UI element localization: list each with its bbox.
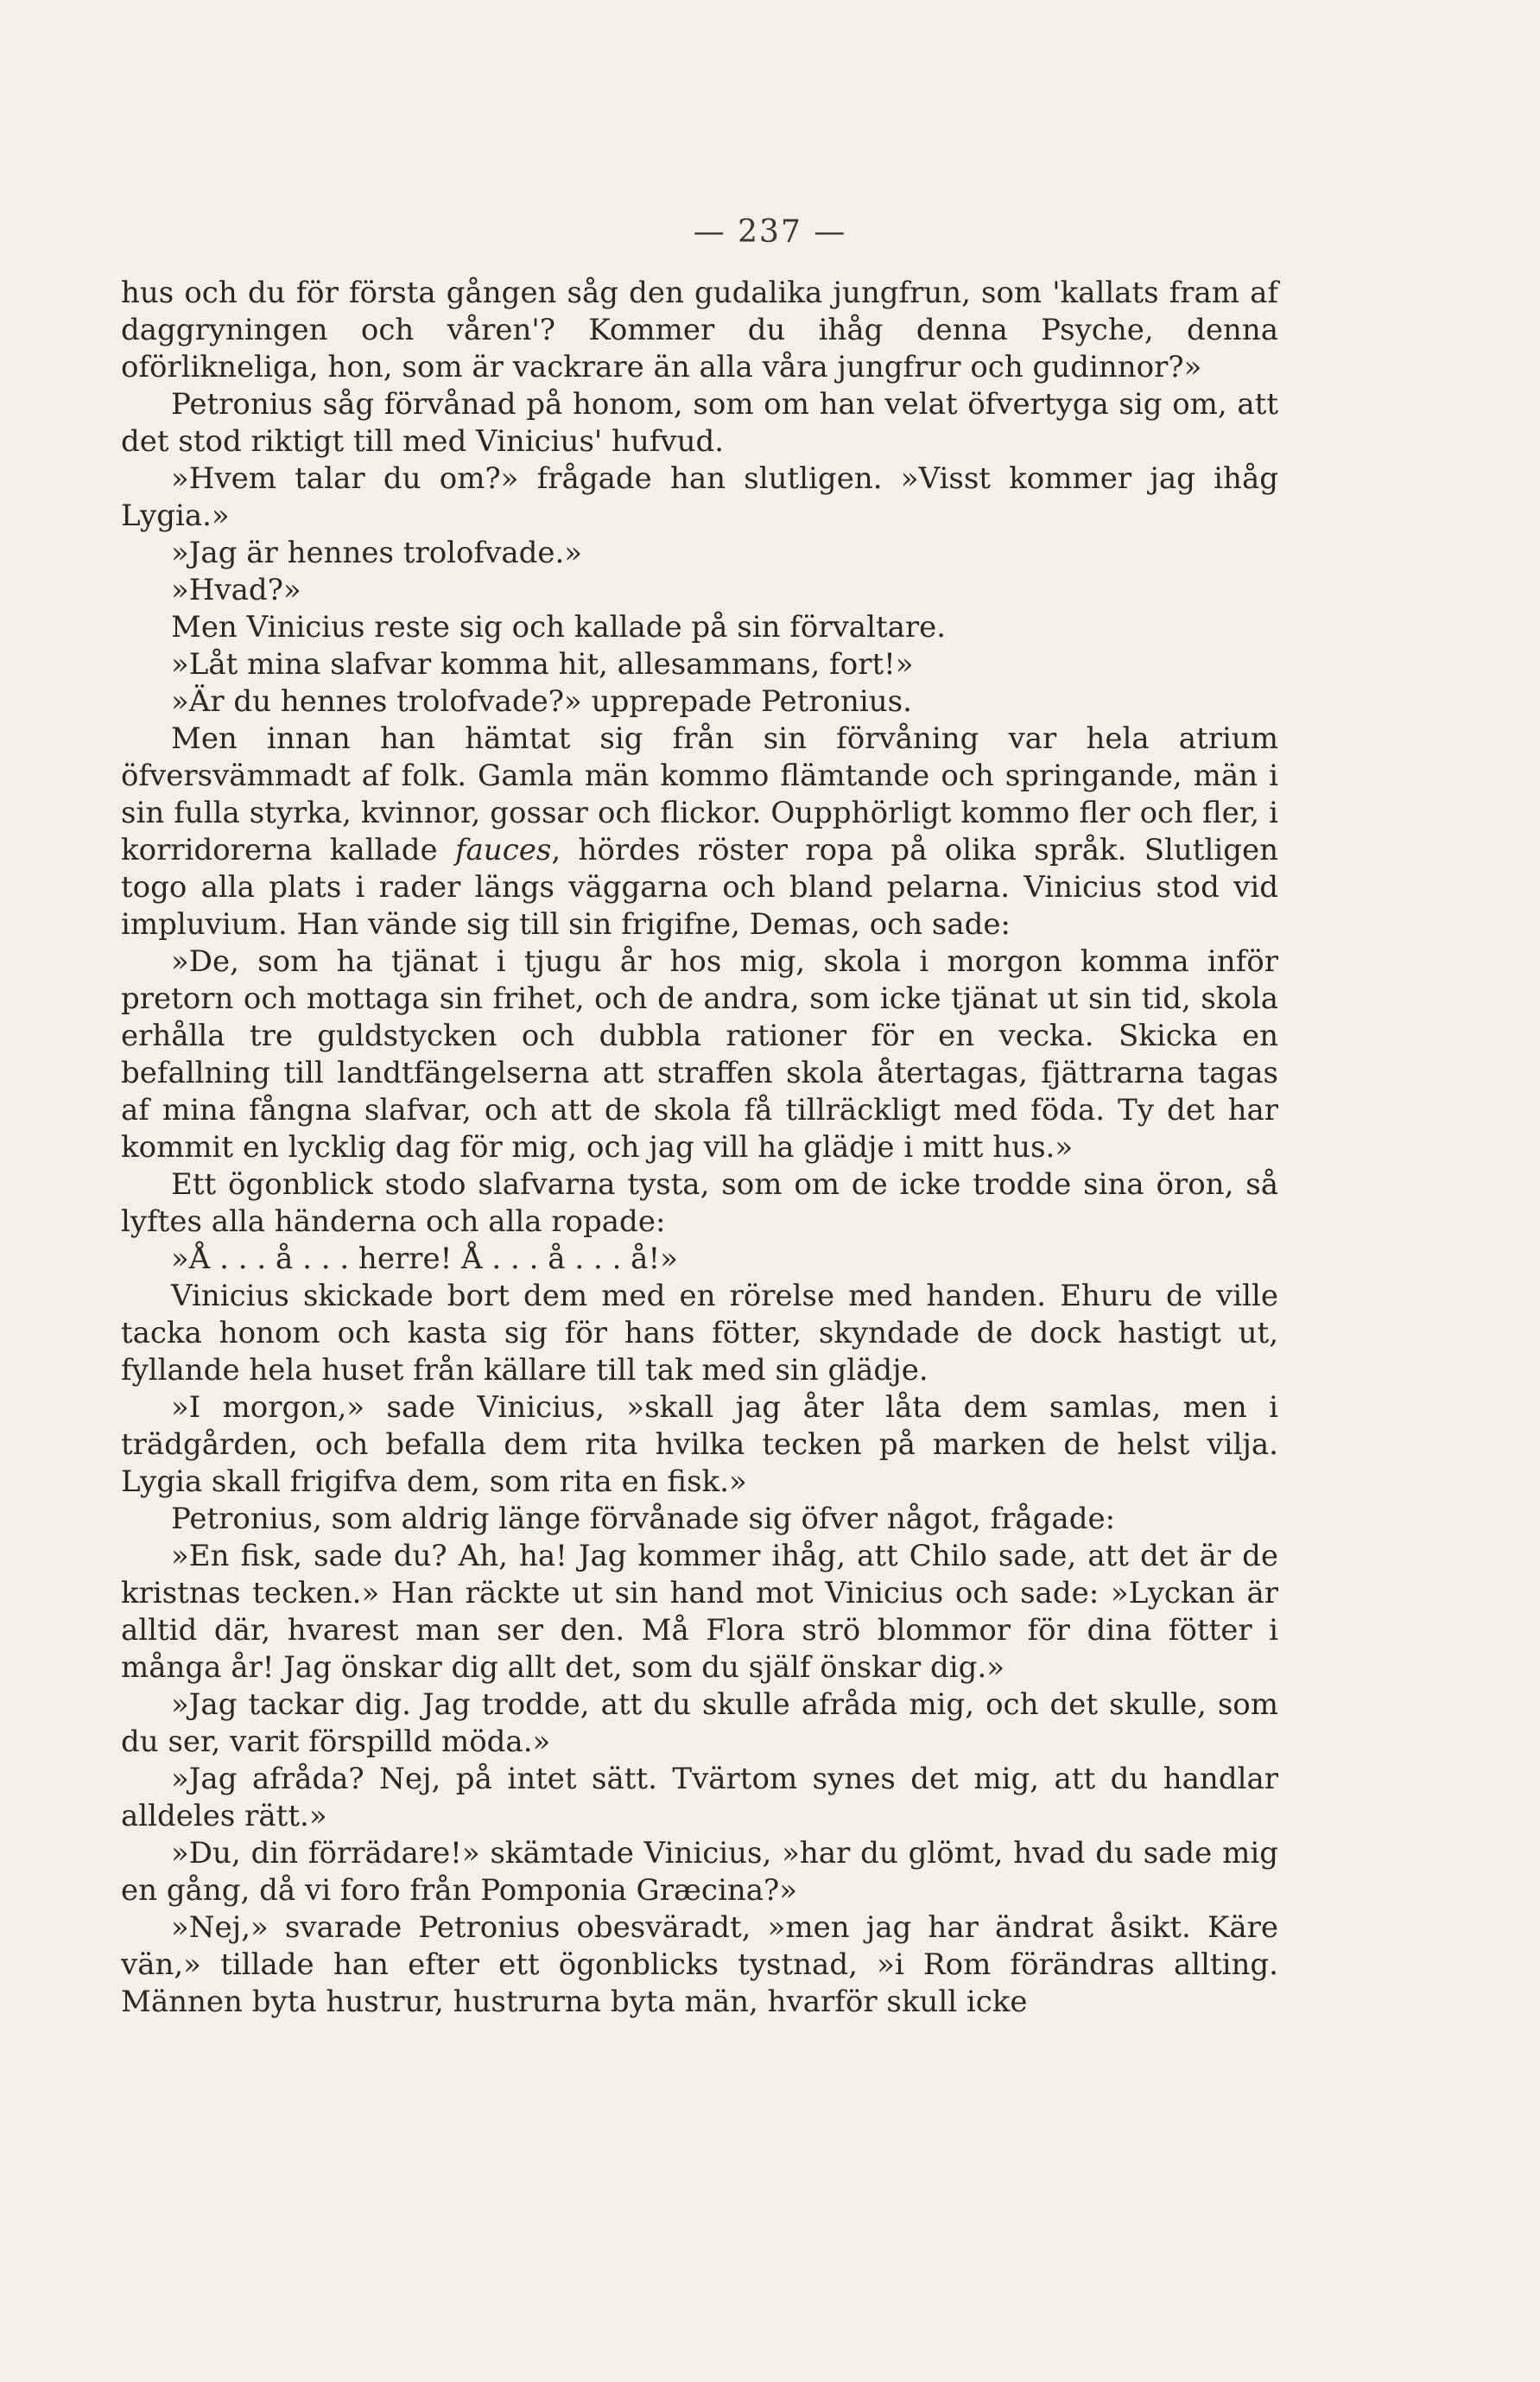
paragraph: Men Vinicius reste sig och kallade på sin förvaltare.: [171, 610, 947, 645]
paragraph: »I morgon,» sade Vinicius, »skall jag åter låta dem samlas, men i trädgården, och befalla dem rita hvilka tecken på marken de helst vilja. Lygia skall frigifva dem, som rita en fisk.»: [121, 1390, 1278, 1499]
paragraph: »Hvad?»: [171, 573, 301, 607]
paragraph: Vinicius skickade bort dem med en rörelse med handen. Ehuru de ville tacka honom och kasta sig för hans fötter, skyndade de dock hastigt ut, fyllande hela huset från källare till tak med sin glädje.: [121, 1279, 1278, 1388]
paragraph: Petronius, som aldrig länge förvånade sig öfver något, frågade:: [171, 1502, 1116, 1536]
paragraph: Men innan han hämtat sig från sin förvåning var hela atrium öfversvämmadt af folk. Gamla män kommo flämtande och springande, män i sin fulla styrka, kvinnor, gossar och flickor. Oupphörligt kommo fler och fler, i korridorerna kallade fauces, hördes röster ropa på olika språk. Slutligen togo alla plats i rader längs väggarna och bland pelarna. Vinicius stod vid impluvium. Han vände sig till sin frigifne, Demas, och sade:: [121, 721, 1278, 942]
paragraph: »Nej,» svarade Petronius obesväradt, »men jag har ändrat åsikt. Käre vän,» tillade han efter ett ögonblicks tystnad, »i Rom förändras allting. Männen byta hustrur, hustrurna byta män, hvarför skull icke: [121, 1910, 1278, 2019]
paragraph: »De, som ha tjänat i tjugu år hos mig, skola i morgon komma inför pretorn och mottaga sin frihet, och de andra, som icke tjänat ut sin tid, skola erhålla tre guldstycken och dubbla rationer för en vecka. Skicka en befallning till landtfängelserna att straffen skola återtagas, fjättrarna tagas af mina fångna slafvar, och att de skola få tillräckligt med föda. Ty det har kommit en lycklig dag för mig, och jag vill ha glädje i mitt hus.»: [121, 944, 1278, 1165]
paragraph: »Jag är hennes trolofvade.»: [171, 536, 583, 570]
paragraph: »Du, din förrädare!» skämtade Vinicius, »har du glömt, hvad du sade mig en gång, då vi foro från Pomponia Græcina?»: [121, 1836, 1278, 1908]
paragraph: Ett ögonblick stodo slafvarna tysta, som om de icke trodde sina öron, så lyftes alla händerna och alla ropade:: [121, 1167, 1278, 1239]
paragraph: »Å . . . å . . . herre! Å . . . å . . . å!»: [171, 1242, 678, 1276]
body-text: [121, 275, 1278, 2021]
paragraph: »En fisk, sade du? Ah, ha! Jag kommer ihåg, att Chilo sade, att det är de kristnas tecken.» Han räckte ut sin hand mot Vinicius och sade: »Lyckan är alltid där, hvarest man ser den. Må Flora strö blommor för dina fötter i många år! Jag önskar dig allt det, som du själf önskar dig.»: [121, 1539, 1278, 1685]
paragraph: »Är du hennes trolofvade?» upprepade Petronius.: [171, 684, 912, 719]
paragraph: »Låt mina slafvar komma hit, allesammans, fort!»: [171, 647, 914, 682]
paragraph: »Jag afråda? Nej, på intet sätt. Tvärtom synes det mig, att du handlar alldeles rätt.»: [121, 1762, 1278, 1833]
page-number: — 237 —: [693, 214, 847, 250]
paragraph: Petronius såg förvånad på honom, som om han velat öfvertyga sig om, att det stod riktigt till med Vinicius' hufvud.: [121, 387, 1278, 459]
paragraph: »Jag tackar dig. Jag trodde, att du skulle afråda mig, och det skulle, som du ser, varit förspilld möda.»: [121, 1687, 1278, 1759]
paragraph: hus och du för första gången såg den gudalika jungfrun, som 'kallats fram af daggryningen och våren'? Kommer du ihåg denna Psyche, denna oförlikneliga, hon, som är vackrare än alla våra jungfrur och gudinnor?»: [121, 276, 1278, 384]
paragraph: »Hvem talar du om?» frågade han slutligen. »Visst kommer jag ihåg Lygia.»: [121, 461, 1278, 533]
italic-word: fauces: [454, 833, 552, 867]
